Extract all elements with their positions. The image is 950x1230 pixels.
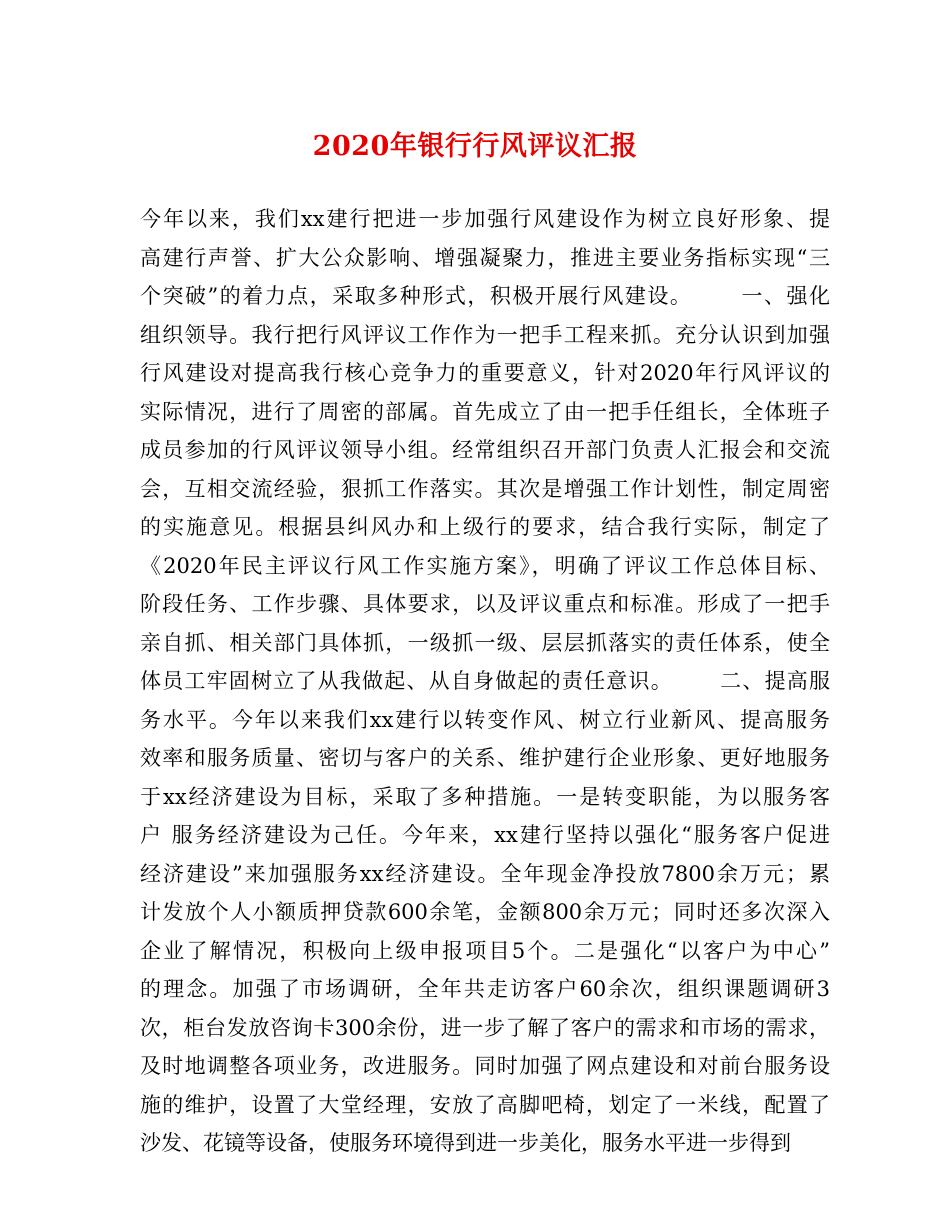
body-line: 于xx经济建设为目标，采取了多种措施。一是转变职能，为以服务客: [140, 784, 830, 809]
body-line: 成员参加的行风评议领导小组。经常组织召开部门负责人汇报会和交流: [140, 438, 830, 462]
body-line: 经济建设”来加强服务xx经济建设。全年现金净投放7800余万元；累: [140, 861, 830, 886]
body-line: 高建行声誉、扩大公众影响、增强凝聚力，推进主要业务指标实现“三: [140, 245, 830, 270]
body-line: 的理念。加强了市场调研，全年共走访客户60余次，组织课题调研3: [140, 977, 830, 1001]
body-line: 实际情况，进行了周密的部属。首先成立了由一把手任组长，全体班子: [140, 399, 830, 424]
body-line: 亲自抓、相关部门具体抓，一级抓一级、层层抓落实的责任体系，使全: [140, 630, 830, 655]
body-line: 计发放个人小额质押贷款600余笔，金额800余万元；同时还多次深入: [140, 900, 830, 924]
body-line: 阶段任务、工作步骤、具体要求，以及评议重点和标准。形成了一把手: [140, 592, 830, 616]
body-line: 《2020年民主评议行风工作实施方案》，明确了评议工作总体目标、: [140, 553, 830, 578]
body-line: 个突破”的着力点，采取多种形式，积极开展行风建设。 一、强化: [140, 284, 830, 308]
body-line: 今年以来，我们xx建行把进一步加强行风建设作为树立良好形象、提: [140, 207, 830, 231]
body-line: 沙发、花镜等设备，使服务环境得到进一步美化，服务水平进一步得到: [140, 1131, 791, 1155]
body-line: 企业了解情况，积极向上级申报项目5个。二是强化“以客户为中心”: [140, 938, 830, 963]
body-line: 体员工牢固树立了从我做起、从自身做起的责任意识。 二、提高服: [140, 669, 830, 693]
body-line: 会，互相交流经验，狠抓工作落实。其次是增强工作计划性，制定周密: [140, 476, 830, 501]
document-title: 2020年银行行风评议汇报: [312, 131, 638, 162]
body-line: 务水平。今年以来我们xx建行以转变作风、树立行业新风、提高服务: [140, 707, 830, 732]
body-line: 施的维护，设置了大堂经理，安放了高脚吧椅，划定了一米线，配置了: [140, 1092, 830, 1117]
body-line: 行风建设对提高我行核心竞争力的重要意义，针对2020年行风评议的: [140, 361, 830, 385]
body-line: 户 服务经济建设为己任。今年来，xx建行坚持以强化“服务客户促进: [140, 823, 830, 847]
document-body: [140, 200, 830, 1163]
body-line: 组织领导。我行把行风评议工作作为一把手工程来抓。充分认识到加强: [140, 322, 830, 347]
body-line: 及时地调整各项业务，改进服务。同时加强了网点建设和对前台服务设: [140, 1054, 830, 1078]
body-line: 次，柜台发放咨询卡300余份，进一步了解了客户的需求和市场的需求，: [140, 1015, 830, 1040]
body-line: 效率和服务质量、密切与客户的关系、维护建行企业形象、更好地服务: [140, 746, 830, 770]
body-line: 的实施意见。根据县纠风办和上级行的要求，结合我行实际，制定了: [140, 515, 830, 539]
